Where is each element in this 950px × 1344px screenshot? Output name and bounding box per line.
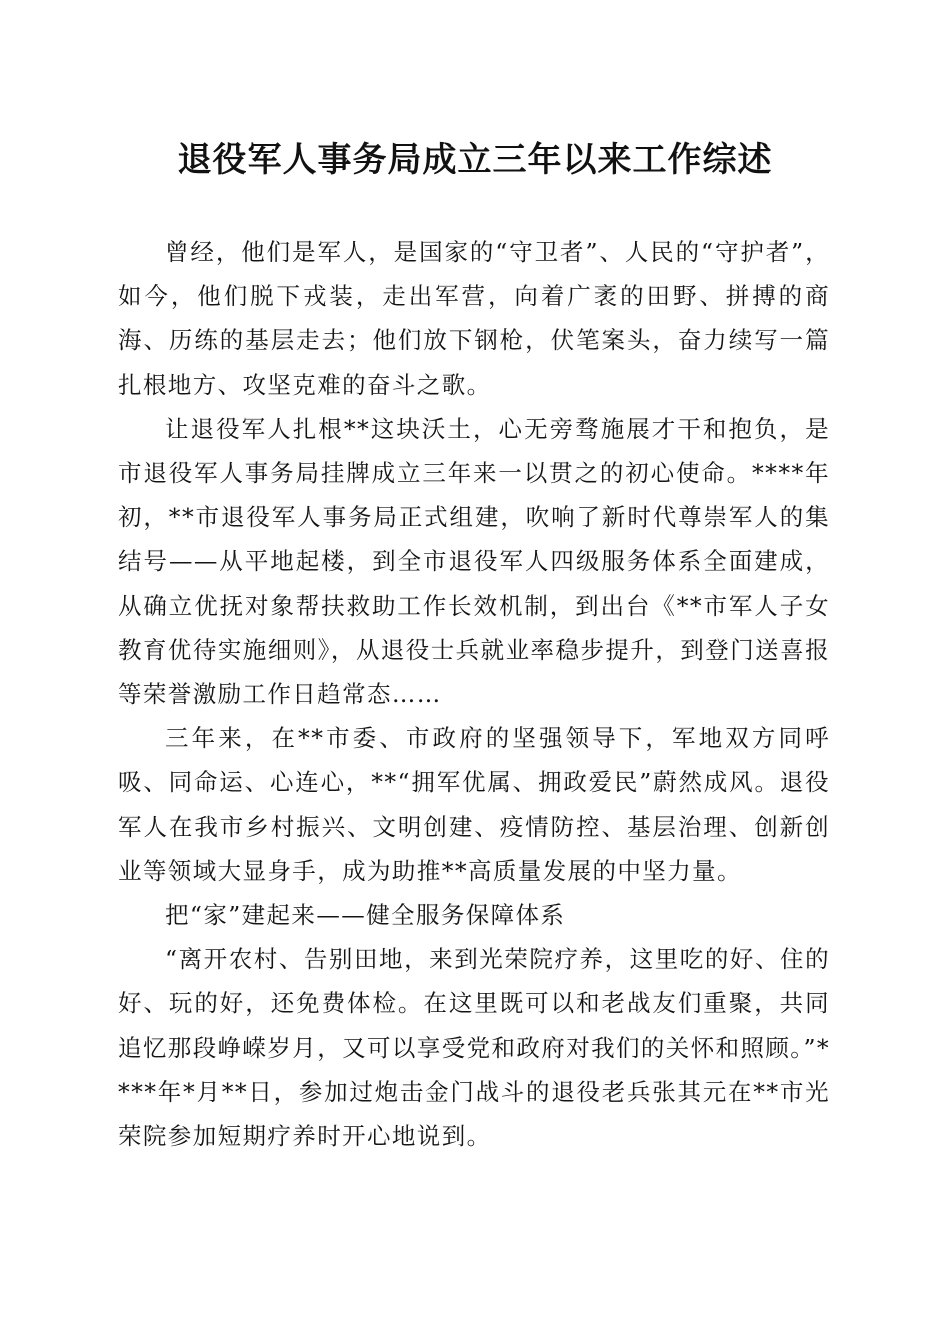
- paragraph-mission: 让退役军人扎根**这块沃土，心无旁骛施展才干和抱负，是市退役军人事务局挂牌成立三年来一以贯之的初心使命。****年初，**市退役军人事务局正式组建，吹响了新时代尊崇军人的集结号——从平地起楼，到全市退役军人四级服务体系全面建成，从确立优抚对象帮扶救助工作长效机制，到出台《**市军人子女教育优待实施细则》，从退役士兵就业率稳步提升，到登门送喜报等荣誉激励工作日趋常态……: [118, 414, 830, 709]
- document-body: [118, 230, 830, 1158]
- paragraph-quote: “离开农村、告别田地，来到光荣院疗养，这里吃的好、住的好、玩的好，还免费体检。在这里既可以和老战友们重聚，共同追忆那段峥嵘岁月，又可以享受党和政府对我们的关怀和照顾。”****年*月**日，参加过炮击金门战斗的退役老兵张其元在**市光荣院参加短期疗养时开心地说到。: [118, 945, 831, 1151]
- document-title: 退役军人事务局成立三年以来工作综述: [177, 140, 773, 180]
- paragraph-intro: 曾经，他们是军人，是国家的“守卫者”、人民的“守护者”，如今，他们脱下戎装，走出军营，向着广袤的田野、拼搏的商海、历练的基层走去；他们放下钢枪，伏笔案头，奋力续写一篇扎根地方、攻坚克难的奋斗之歌。: [118, 238, 830, 399]
- section-heading: 把“家”建起来——健全服务保障体系: [165, 901, 566, 930]
- paragraph-three-years: 三年来，在**市委、市政府的坚强领导下，军地双方同呼吸、同命运、心连心，**“拥军优属、拥政爱民”蔚然成风。退役军人在我市乡村振兴、文明创建、疫情防控、基层治理、创新创业等领域大显身手，成为助推**高质量发展的中坚力量。: [118, 724, 830, 885]
